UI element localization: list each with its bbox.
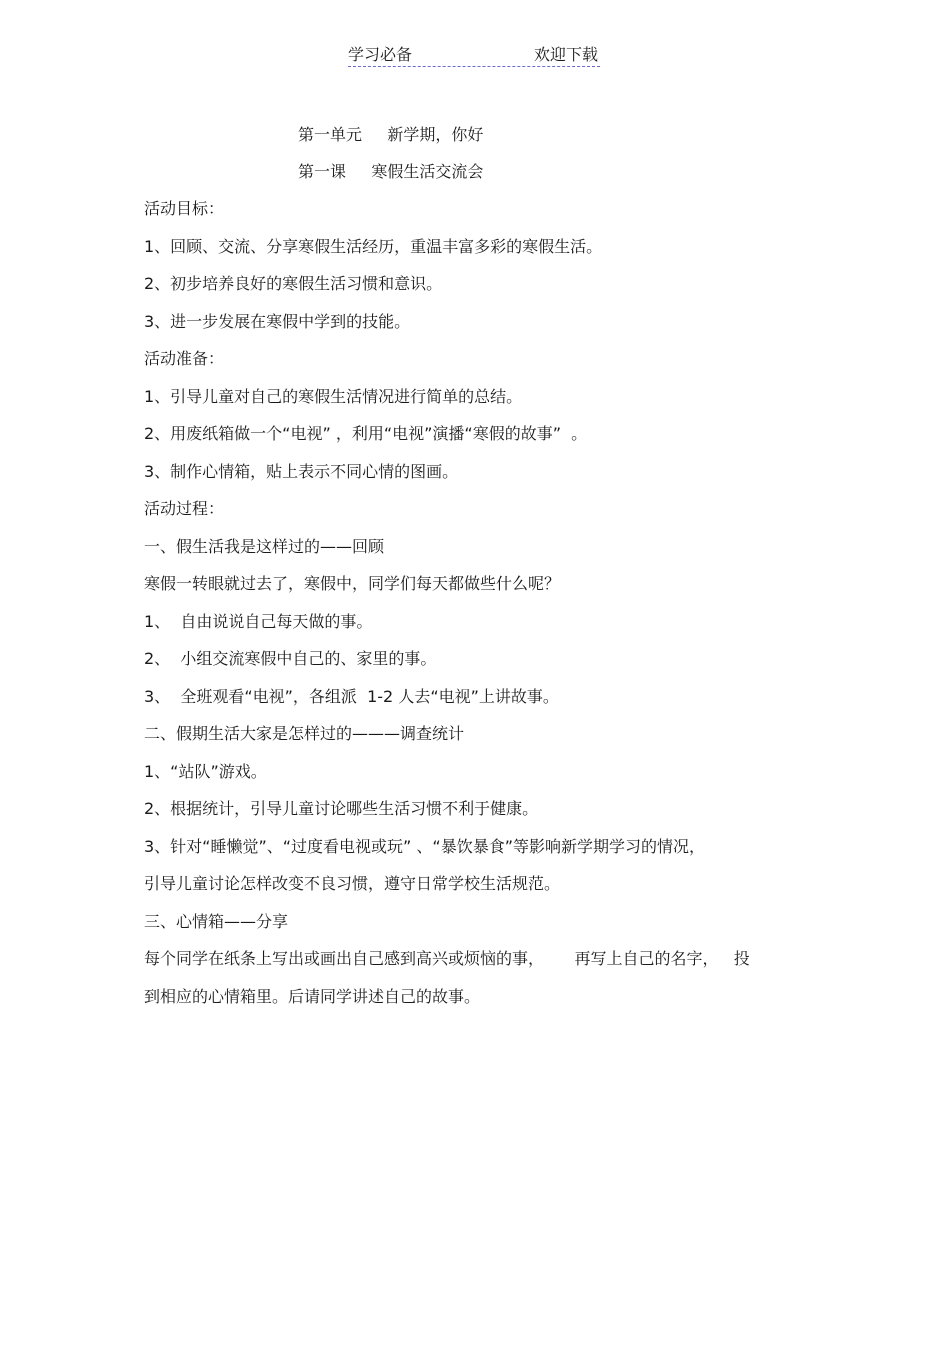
text-line: 1、回顾、交流、分享寒假生活经历，重温丰富多彩的寒假生活。 [144, 236, 603, 256]
text-line: 3、针对“睡懒觉”、“过度看电视或玩” 、“暴饮暴食”等影响新学期学习的情况， [144, 836, 706, 856]
text-line: 3、制作心情箱，贴上表示不同心情的图画。 [144, 461, 459, 481]
text-line: 三、心情箱——分享 [144, 911, 289, 931]
header-right-text: 欢迎下载 [533, 45, 598, 64]
section-heading-goals: 活动目标： [144, 199, 225, 218]
text-line: 1、“站队”游戏。 [144, 761, 267, 781]
page-header [348, 40, 600, 67]
text-line: 引导儿童讨论怎样改变不良习惯，遵守日常学校生活规范。 [144, 874, 561, 893]
text-line: 3、 全班观看“电视”，各组派 1-2 人去“电视”上讲故事。 [144, 686, 559, 706]
text-line: 一、假生活我是这样过的——回顾 [144, 536, 385, 556]
section-heading-preparation: 活动准备： [144, 349, 225, 368]
section-heading-process: 活动过程： [144, 499, 225, 518]
unit-title: 第一单元 新学期，你好 [298, 125, 484, 144]
text-line: 2、用废纸箱做一个“电视” ，利用“电视”演播“寒假的故事” 。 [144, 424, 588, 443]
header-left-text: 学习必备 [348, 45, 413, 64]
text-line: 二、假期生活大家是怎样过的———调查统计 [144, 724, 465, 743]
text-line: 1、引导儿童对自己的寒假生活情况进行简单的总结。 [144, 386, 523, 406]
text-line: 3、进一步发展在寒假中学到的技能。 [144, 311, 411, 331]
lesson-title: 第一课 寒假生活交流会 [298, 162, 484, 181]
text-line: 每个同学在纸条上写出或画出自己感到高兴或烦恼的事， 再写上自己的名字， 投 [144, 949, 750, 968]
text-line: 2、 小组交流寒假中自己的、家里的事。 [144, 649, 437, 668]
text-line: 到相应的心情箱里。后请同学讲述自己的故事。 [144, 986, 481, 1006]
text-line: 寒假一转眼就过去了，寒假中，同学们每天都做些什么呢？ [144, 574, 561, 593]
text-line: 2、初步培养良好的寒假生活习惯和意识。 [144, 274, 443, 293]
text-line: 1、 自由说说自己每天做的事。 [144, 611, 373, 631]
lesson-content [144, 196, 824, 1021]
text-line: 2、根据统计，引导儿童讨论哪些生活习惯不利于健康。 [144, 799, 539, 818]
lesson-titles [298, 122, 483, 196]
